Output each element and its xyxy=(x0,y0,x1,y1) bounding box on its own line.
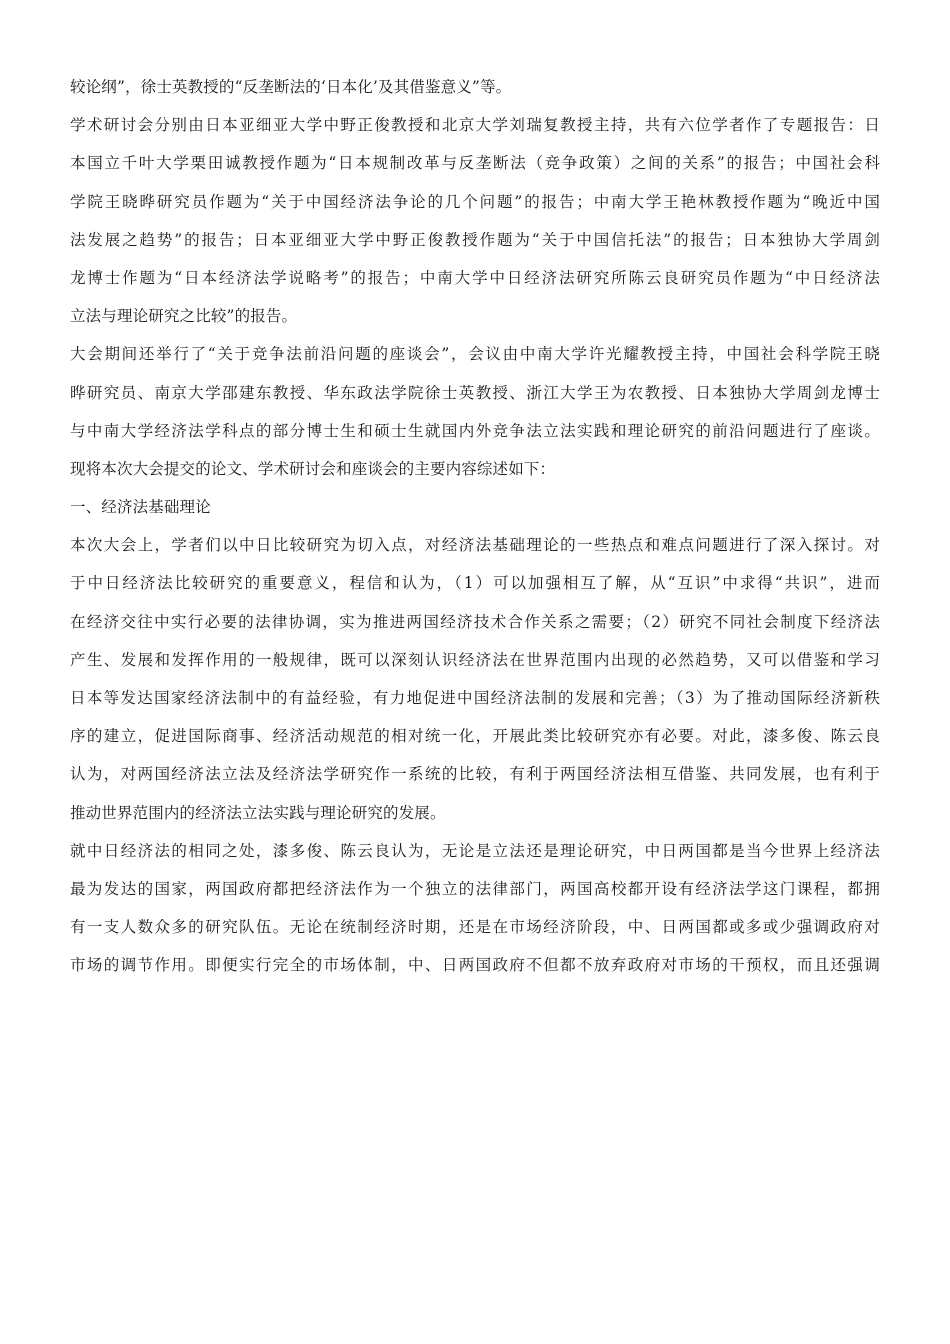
text-line: 本国立千叶大学栗田诚教授作题为“日本规制改革与反垄断法（竞争政策）之间的关系”的报告；中国社会科 xyxy=(70,154,880,173)
text-line: 本次大会上，学者们以中日比较研究为切入点，对经济法基础理论的一些热点和难点问题进行了深入探讨。对 xyxy=(70,536,880,555)
document-page xyxy=(70,68,880,985)
text-line: 学院王晓晔研究员作题为“关于中国经济法争论的几个问题”的报告；中南大学王艳林教授作题为“晚近中国 xyxy=(70,192,880,211)
text-line: 有一支人数众多的研究队伍。无论在统制经济时期，还是在市场经济阶段，中、日两国都或多或少强调政府对 xyxy=(70,918,880,937)
text-line: 法发展之趋势”的报告；日本亚细亚大学中野正俊教授作题为“关于中国信托法”的报告；日本独协大学周剑 xyxy=(70,230,880,249)
text-line: 推动世界范围内的经济法立法实践与理论研究的发展。 xyxy=(70,803,446,822)
text-line: 较论纲”，徐士英教授的“反垄断法的‘日本化’及其借鉴意义”等。 xyxy=(70,78,512,96)
text-line: 最为发达的国家，两国政府都把经济法作为一个独立的法律部门，两国高校都开设有经济法学这门课程，都拥 xyxy=(70,879,880,898)
text-line: 市场的调节作用。即便实行完全的市场体制，中、日两国政府不但都不放弃政府对市场的干预权，而且还强调 xyxy=(70,956,880,975)
text-line: 现将本次大会提交的论文、学术研讨会和座谈会的主要内容综述如下： xyxy=(70,459,556,478)
text-line: 日本等发达国家经济法制中的有益经验，有力地促进中国经济法制的发展和完善；（3）为了推动国际经济新秩 xyxy=(70,689,880,707)
text-line: 认为，对两国经济法立法及经济法学研究作一系统的比较，有利于两国经济法相互借鉴、共同发展，也有利于 xyxy=(70,765,880,784)
text-line: 就中日经济法的相同之处，漆多俊、陈云良认为，无论是立法还是理论研究，中日两国都是当今世界上经济法 xyxy=(70,841,880,860)
section-heading: 一、经济法基础理论 xyxy=(70,498,211,517)
text-line: 晔研究员、南京大学邵建东教授、华东政法学院徐士英教授、浙江大学王为农教授、日本独协大学周剑龙博士 xyxy=(70,383,880,402)
text-line: 序的建立，促进国际商事、经济活动规范的相对统一化，开展此类比较研究亦有必要。对此，漆多俊、陈云良 xyxy=(70,727,880,746)
text-line: 立法与理论研究之比较”的报告。 xyxy=(70,307,298,326)
text-line: 与中南大学经济法学科点的部分博士生和硕士生就国内外竞争法立法实践和理论研究的前沿问题进行了座谈。 xyxy=(70,421,880,440)
text-line: 产生、发展和发挥作用的一般规律，既可以深刻认识经济法在世界范围内出现的必然趋势，又可以借鉴和学习 xyxy=(70,650,880,669)
text-line: 龙博士作题为“日本经济法学说略考”的报告；中南大学中日经济法研究所陈云良研究员作题为“中日经济法 xyxy=(70,268,880,287)
text-line: 于中日经济法比较研究的重要意义，程信和认为，（1）可以加强相互了解，从“互识”中求得“共识”，进而 xyxy=(70,574,880,593)
text-line: 在经济交往中实行必要的法律协调，实为推进两国经济技术合作关系之需要；（2）研究不同社会制度下经济法 xyxy=(70,612,880,631)
text-line: 学术研讨会分别由日本亚细亚大学中野正俊教授和北京大学刘瑞复教授主持，共有六位学者作了专题报告：日 xyxy=(70,116,880,135)
text-line: 大会期间还举行了“关于竞争法前沿问题的座谈会”，会议由中南大学许光耀教授主持，中国社会科学院王晓 xyxy=(70,345,880,364)
